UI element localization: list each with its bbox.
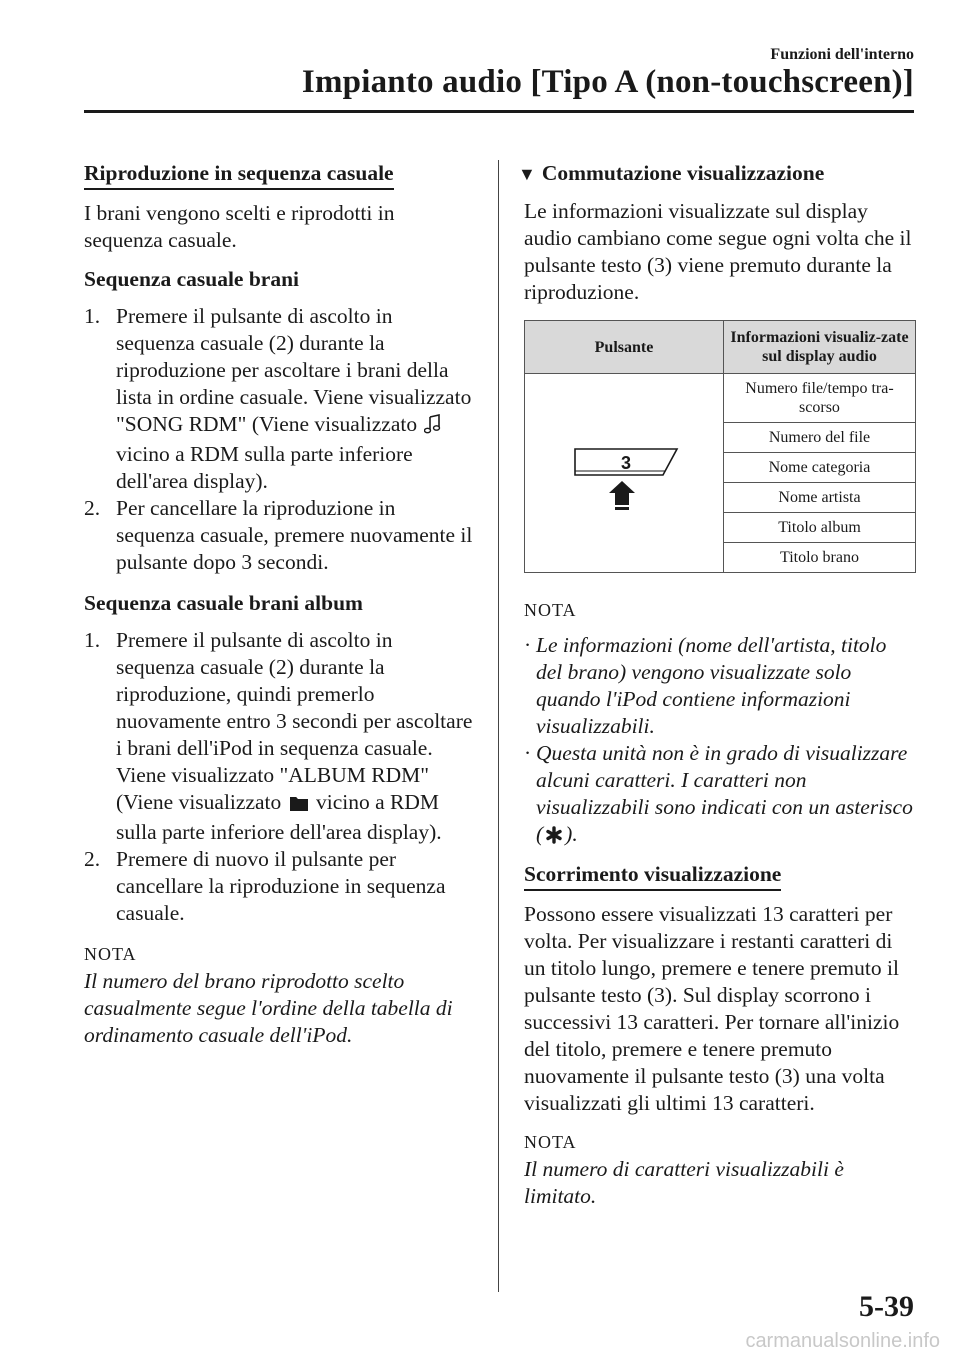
music-note-icon	[424, 414, 442, 441]
button-illustration-cell	[525, 374, 724, 573]
step-text-cont: vicino a RDM sulla parte inferiore dell'area display).	[116, 442, 413, 493]
step-number: 2.	[84, 847, 101, 871]
header-section-label: Funzioni dell'interno	[770, 46, 914, 63]
step-number: 1.	[84, 304, 101, 328]
display-scroll-heading: Scorrimento visualizzazione	[524, 861, 781, 891]
page-title: Impianto audio [Tipo A (non-touchscreen)]	[301, 64, 914, 100]
step-text: Premere il pulsante di ascolto in sequenza casuale (2) durante la riproduzione per ascoltare i brani della lista in ordine casuale. Viene visualizzato "SONG RDM" (Viene visualizzato	[116, 304, 472, 436]
display-info-table	[524, 320, 916, 573]
album-random-heading: Sequenza casuale brani album	[84, 591, 363, 615]
table-cell-info: Titolo brano	[724, 543, 916, 573]
song-random-step-1	[84, 303, 476, 495]
table-cell-info: Numero file/tempo tra-scorso	[724, 374, 916, 423]
song-random-heading: Sequenza casuale brani	[84, 267, 300, 291]
watermark: carmanualsonline.info	[745, 1330, 940, 1352]
song-random-step-2	[84, 495, 476, 576]
table-cell-info: Nome artista	[724, 483, 916, 513]
step-text: Premere di nuovo il pulsante per cancellare la riproduzione in sequenza casuale.	[116, 847, 446, 925]
note-item-2	[524, 740, 916, 851]
step-text: Premere il pulsante di ascolto in sequenza casuale (2) durante la riproduzione, quindi premerlo nuovamente entro 3 secondi per ascoltare i brani dell'iPod in sequenza casuale. Viene visualizzato "ALBUM RDM" (Viene visualizzato	[116, 628, 473, 814]
album-random-step-1	[84, 627, 476, 846]
table-header-info: Informazioni visualiz-zate sul display audio	[724, 321, 916, 374]
note-label: NOTA	[524, 600, 577, 620]
album-random-step-2	[84, 846, 476, 927]
step-text-cont: vicino a RDM sulla parte inferiore dell'area display).	[116, 790, 442, 844]
bullet-icon: ·	[524, 633, 532, 657]
step-number: 2.	[84, 496, 101, 520]
right-column	[518, 160, 916, 1222]
note-text-2: Il numero di caratteri visualizzabili è limitato.	[524, 1157, 844, 1208]
folder-icon	[289, 792, 309, 819]
display-switch-heading-text: Commutazione visualizzazione	[541, 161, 825, 185]
note-list	[524, 632, 916, 851]
step-text: Per cancellare la riproduzione in sequenza casuale, premere nuovamente il pulsante dopo 3 secondi.	[116, 496, 473, 574]
column-divider	[498, 160, 499, 1292]
step-number: 1.	[84, 628, 101, 652]
page-number: 5-39	[859, 1290, 914, 1323]
left-column	[84, 160, 476, 1061]
triangle-down-icon: ▼	[518, 164, 536, 184]
table-header-row	[525, 321, 916, 374]
press-arrow-icon	[609, 481, 635, 510]
note-label-2: NOTA	[524, 1132, 577, 1152]
note-item-text: Le informazioni (nome dell'artista, titolo del brano) vengono visualizzate solo quando l'iPod contiene informazioni visualizzabili.	[536, 633, 887, 738]
bullet-icon: ·	[524, 741, 532, 765]
random-playback-intro: I brani vengono scelti e riprodotti in sequenza casuale.	[84, 201, 395, 252]
table-cell-info: Titolo album	[724, 513, 916, 543]
button-number-label: 3	[620, 452, 632, 473]
header-rule	[84, 110, 914, 113]
display-switch-intro: Le informazioni visualizzate sul display audio cambiano come segue ogni volta che il pulsante testo (3) viene premuto durante la riproduzione.	[524, 199, 912, 304]
display-switch-heading	[518, 160, 916, 188]
song-random-steps	[84, 303, 476, 576]
table-cell-info: Numero del file	[724, 423, 916, 453]
asterisk-icon	[545, 824, 563, 851]
note-item-1	[524, 632, 916, 740]
note-label: NOTA	[84, 944, 137, 964]
table-row	[525, 374, 916, 423]
note-item-text: Questa unità non è in grado di visualizzare alcuni caratteri. I caratteri non visualizzabili sono indicati con un asterisco (	[536, 741, 913, 846]
random-playback-heading: Riproduzione in sequenza casuale	[84, 160, 394, 190]
text-button-illustration	[559, 429, 689, 513]
note-text: Il numero del brano riprodotto scelto casualmente segue l'ordine della tabella di ordinamento casuale dell'iPod.	[84, 969, 453, 1047]
display-scroll-text: Possono essere visualizzati 13 caratteri per volta. Per visualizzare i restanti caratteri di un titolo lungo, premere e tenere premuto il pulsante testo (3). Sul display scorrono i successivi 13 caratteri. Per tornare all'inizio del titolo, premere e tenere premuto nuovamente il pulsante testo (3) una volta visualizzati gli ultimi 13 caratteri.	[524, 902, 900, 1115]
note-item-text-end: ).	[565, 822, 578, 846]
table-header-button: Pulsante	[525, 321, 724, 374]
album-random-steps	[84, 627, 476, 927]
table-cell-info: Nome categoria	[724, 453, 916, 483]
